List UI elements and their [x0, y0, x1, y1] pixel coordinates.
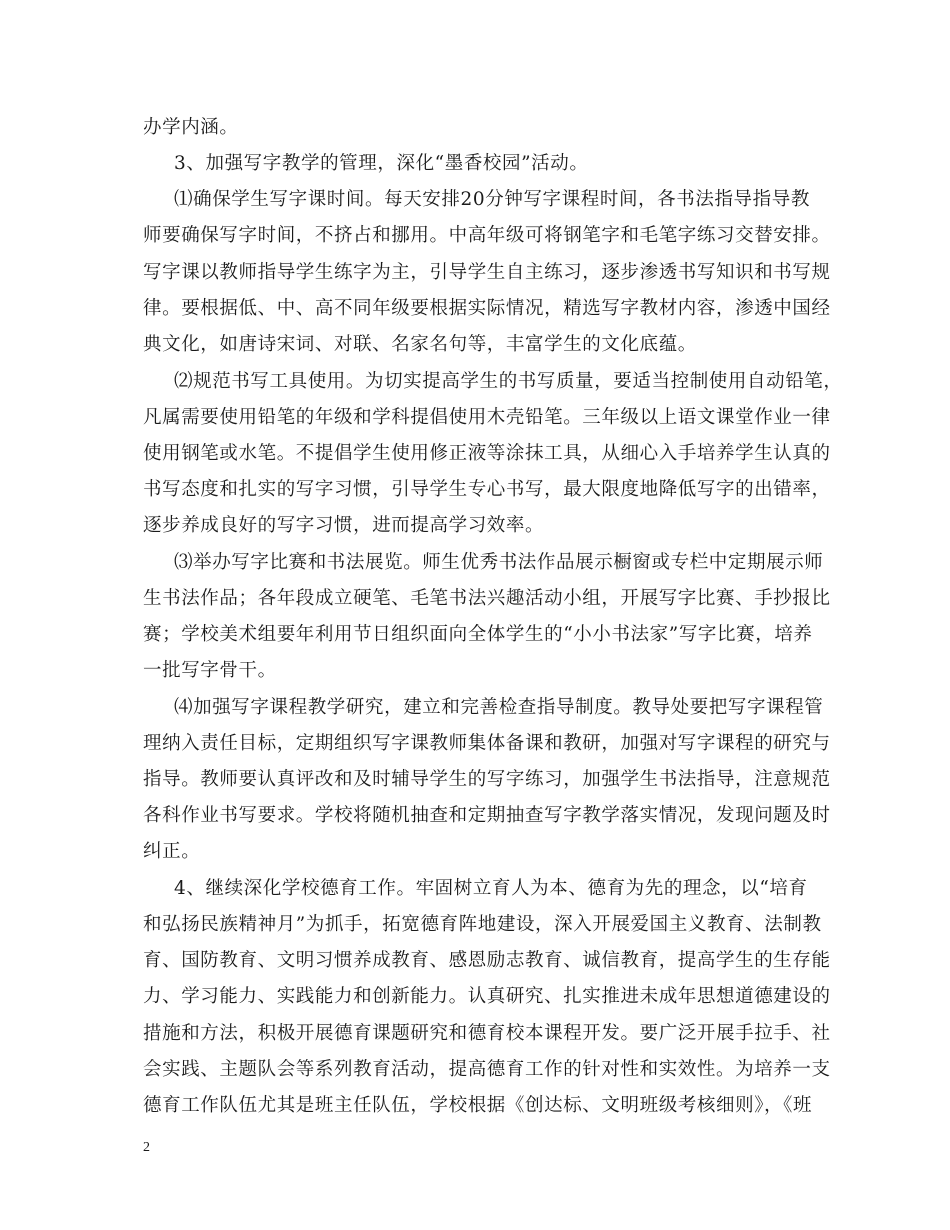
- text-line: ⑵规范书写工具使用。为切实提高学生的书写质量，要适当控制使用自动铅笔，: [174, 371, 843, 392]
- text-line: ⑶举办写字比赛和书法展览。师生优秀书法作品展示橱窗或专栏中定期展示师: [174, 552, 824, 573]
- text-line: ⑴确保学生写字课时间。每天安排20分钟写字课程时间，各书法指导指导教: [174, 189, 810, 210]
- text-line: 使用钢笔或水笔。不提倡学生使用修正液等涂抹工具，从细心入手培养学生认真的: [143, 443, 831, 464]
- text-line: 育、国防教育、文明习惯养成教育、感恩励志教育、诚信教育，提高学生的生存能: [143, 950, 831, 971]
- text-line: 德育工作队伍尤其是班主任队伍，学校根据《创达标、文明班级考核细则》，《班: [143, 1095, 813, 1116]
- text-line: 师要确保写字时间，不挤占和挪用。中高年级可将钢笔字和毛笔字练习交替安排。: [143, 225, 831, 246]
- text-line: 逐步养成良好的写字习惯，进而提高学习效率。: [143, 515, 545, 536]
- text-line: 力、学习能力、实践能力和创新能力。认真研究、扎实推进未成年思想道德建设的: [143, 986, 831, 1007]
- text-line: 措施和方法，积极开展德育课题研究和德育校本课程开发。要广泛开展手拉手、社: [143, 1023, 831, 1044]
- text-line: 会实践、主题队会等系列教育活动，提高德育工作的针对性和实效性。为培养一支: [143, 1059, 831, 1080]
- page-number: 2: [143, 1140, 150, 1155]
- text-line: 4、继续深化学校德育工作。牢固树立育人为本、德育为先的理念，以“培育: [174, 878, 808, 899]
- text-line: 典文化，如唐诗宋词、对联、名家名句等，丰富学生的文化底蕴。: [143, 334, 697, 355]
- text-line: 凡属需要使用铅笔的年级和学科提倡使用木壳铅笔。三年级以上语文课堂作业一律: [143, 407, 831, 428]
- text-line: 办学内涵。: [143, 117, 239, 138]
- text-line: 指导。教师要认真评改和及时辅导学生的写字练习，加强学生书法指导，注意规范: [143, 769, 831, 790]
- text-line: 和弘扬民族精神月”为抓手，拓宽德育阵地建设，深入开展爱国主义教育、法制教: [143, 914, 822, 935]
- text-line: 纠正。: [143, 841, 201, 862]
- text-line: 各科作业书写要求。学校将随机抽查和定期抽查写字教学落实情况，发现问题及时: [143, 805, 831, 826]
- text-line: 3、加强写字教学的管理，深化“墨香校园”活动。: [174, 153, 589, 174]
- text-line: 一批写字骨干。: [143, 660, 277, 681]
- text-line: ⑷加强写字课程教学研究，建立和完善检查指导制度。教导处要把写字课程管: [174, 697, 824, 718]
- text-line: 理纳入责任目标，定期组织写字课教师集体备课和教研，加强对写字课程的研究与: [143, 733, 831, 754]
- text-line: 书写态度和扎实的写字习惯，引导学生专心书写，最大限度地降低写字的出错率，: [143, 479, 831, 500]
- text-line: 律。要根据低、中、高不同年级要根据实际情况，精选写字教材内容，渗透中国经: [143, 298, 831, 319]
- text-line: 写字课以教师指导学生练字为主，引导学生自主练习，逐步渗透书写知识和书写规: [143, 262, 831, 283]
- text-line: 赛；学校美术组要年利用节日组织面向全体学生的“小小书法家”写字比赛，培养: [143, 624, 813, 645]
- text-line: 生书法作品；各年段成立硬笔、毛笔书法兴趣活动小组，开展写字比赛、手抄报比: [143, 588, 831, 609]
